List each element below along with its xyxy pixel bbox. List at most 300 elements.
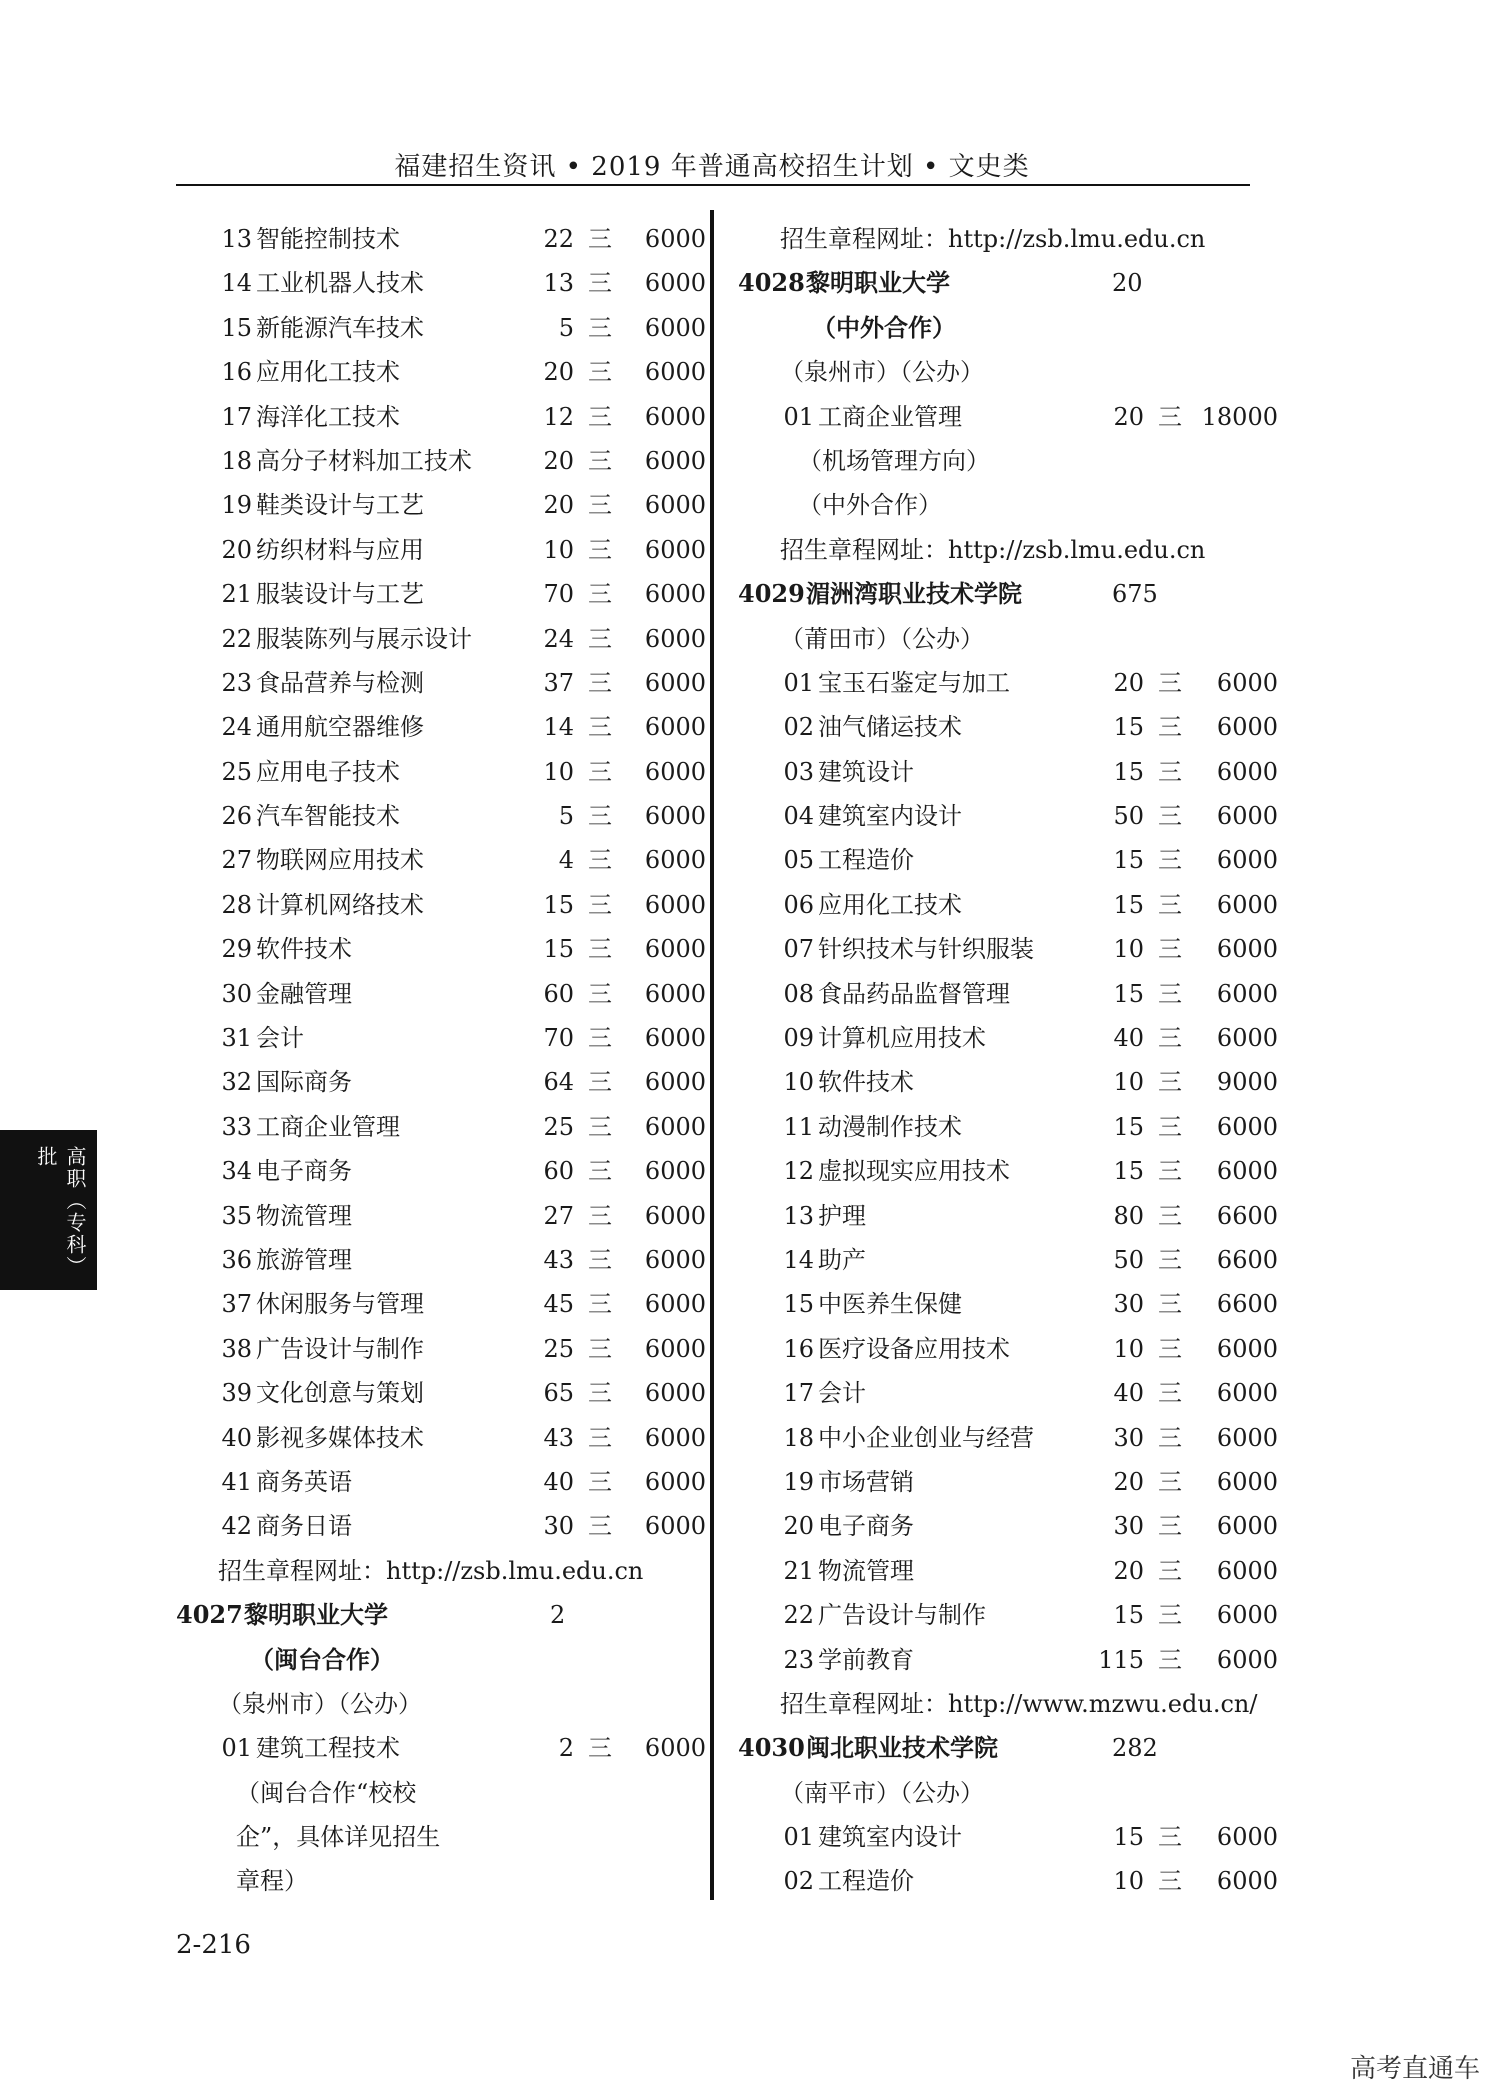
school-subtitle: （中外合作） bbox=[812, 312, 956, 342]
side-section-tab bbox=[0, 1130, 97, 1290]
major-enrollment: 20 bbox=[1113, 1467, 1144, 1496]
major-duration: 三 bbox=[588, 1068, 612, 1097]
major-enrollment: 15 bbox=[1113, 1823, 1144, 1852]
major-duration: 三 bbox=[1158, 1379, 1182, 1408]
major-duration: 三 bbox=[588, 491, 612, 520]
major-number: 01 bbox=[783, 668, 814, 697]
school-total-quota: 675 bbox=[1112, 580, 1158, 609]
major-name: 会计 bbox=[818, 1379, 866, 1408]
major-row bbox=[176, 1282, 716, 1326]
admission-url: 招生章程网址：http://www.mzwu.edu.cn/ bbox=[780, 1689, 1258, 1718]
school-location: （泉州市）（公办） bbox=[218, 1689, 422, 1718]
major-duration: 三 bbox=[588, 269, 612, 298]
major-row bbox=[176, 1238, 716, 1282]
major-number: 32 bbox=[221, 1068, 252, 1097]
major-number: 25 bbox=[221, 757, 252, 786]
school-location: （南平市）（公办） bbox=[780, 1778, 984, 1807]
school-total-quota: 20 bbox=[1112, 269, 1143, 298]
major-duration: 三 bbox=[1158, 1334, 1182, 1363]
major-number: 04 bbox=[783, 802, 814, 831]
major-row bbox=[176, 883, 716, 927]
major-name: 高分子材料加工技术 bbox=[256, 446, 472, 475]
school-row bbox=[738, 261, 1278, 305]
major-number: 23 bbox=[783, 1645, 814, 1674]
major-name: 物联网应用技术 bbox=[256, 846, 424, 875]
major-duration: 三 bbox=[1158, 1556, 1182, 1585]
major-duration: 三 bbox=[588, 1512, 612, 1541]
major-name: 电子商务 bbox=[256, 1157, 352, 1186]
school-subtitle-row bbox=[738, 306, 1278, 350]
major-number: 12 bbox=[783, 1157, 814, 1186]
major-name: 虚拟现实应用技术 bbox=[818, 1157, 1010, 1186]
major-enrollment: 40 bbox=[1113, 1024, 1144, 1053]
major-number: 36 bbox=[221, 1245, 252, 1274]
major-tuition: 6000 bbox=[644, 1467, 706, 1496]
major-tuition: 6000 bbox=[1216, 713, 1278, 742]
major-number: 06 bbox=[783, 890, 814, 919]
major-tuition: 6000 bbox=[1216, 1467, 1278, 1496]
major-name: 中医养生保健 bbox=[818, 1290, 962, 1319]
school-code: 4030 bbox=[738, 1733, 805, 1763]
major-duration: 三 bbox=[1158, 1512, 1182, 1541]
major-tuition: 6000 bbox=[644, 1068, 706, 1097]
major-enrollment: 15 bbox=[1113, 846, 1144, 875]
school-total-quota: 2 bbox=[550, 1601, 566, 1630]
major-name: 油气储运技术 bbox=[818, 713, 962, 742]
major-tuition: 9000 bbox=[1216, 1068, 1278, 1097]
major-duration: 三 bbox=[588, 1379, 612, 1408]
major-name: 建筑室内设计 bbox=[818, 802, 962, 831]
major-duration: 三 bbox=[588, 1201, 612, 1230]
major-tuition: 6000 bbox=[1216, 1423, 1278, 1452]
major-row bbox=[738, 1060, 1278, 1104]
major-number: 20 bbox=[221, 535, 252, 564]
major-number: 29 bbox=[221, 935, 252, 964]
major-tuition: 6000 bbox=[644, 535, 706, 564]
major-enrollment: 20 bbox=[1113, 1556, 1144, 1585]
school-subtitle-row bbox=[176, 1638, 716, 1682]
major-name: 助产 bbox=[818, 1245, 866, 1274]
major-enrollment: 15 bbox=[1113, 890, 1144, 919]
major-note-row bbox=[176, 1815, 716, 1859]
major-row bbox=[176, 1016, 716, 1060]
major-row bbox=[738, 794, 1278, 838]
major-name: 动漫制作技术 bbox=[818, 1112, 962, 1141]
major-number: 09 bbox=[783, 1024, 814, 1053]
major-name: 应用化工技术 bbox=[256, 358, 400, 387]
major-duration: 三 bbox=[1158, 1201, 1182, 1230]
major-row bbox=[738, 972, 1278, 1016]
major-enrollment: 40 bbox=[1113, 1379, 1144, 1408]
school-location-row bbox=[738, 350, 1278, 394]
major-tuition: 6600 bbox=[1216, 1245, 1278, 1274]
major-enrollment: 80 bbox=[1113, 1201, 1144, 1230]
major-number: 08 bbox=[783, 979, 814, 1008]
major-row bbox=[738, 1416, 1278, 1460]
major-name: 计算机网络技术 bbox=[256, 890, 424, 919]
major-enrollment: 10 bbox=[543, 757, 574, 786]
major-tuition: 6000 bbox=[644, 1379, 706, 1408]
major-enrollment: 30 bbox=[1113, 1512, 1144, 1541]
major-duration: 三 bbox=[588, 757, 612, 786]
major-name: 工程造价 bbox=[818, 1867, 914, 1896]
major-row bbox=[738, 1282, 1278, 1326]
major-enrollment: 60 bbox=[543, 979, 574, 1008]
major-number: 16 bbox=[221, 358, 252, 387]
school-name: 湄洲湾职业技术学院 bbox=[806, 579, 1022, 609]
major-enrollment: 2 bbox=[558, 1734, 574, 1763]
major-number: 10 bbox=[783, 1068, 814, 1097]
major-row bbox=[738, 883, 1278, 927]
major-row bbox=[176, 483, 716, 527]
major-number: 41 bbox=[221, 1467, 252, 1496]
major-number: 17 bbox=[221, 402, 252, 431]
major-row bbox=[176, 1149, 716, 1193]
major-number: 31 bbox=[221, 1024, 252, 1053]
major-row bbox=[176, 306, 716, 350]
major-duration: 三 bbox=[588, 890, 612, 919]
page-header-title: 福建招生资讯 • 2019 年普通高校招生计划 • 文史类 bbox=[394, 152, 1030, 182]
major-row bbox=[176, 617, 716, 661]
major-duration: 三 bbox=[588, 402, 612, 431]
major-enrollment: 43 bbox=[543, 1423, 574, 1452]
major-duration: 三 bbox=[1158, 1823, 1182, 1852]
major-name: 建筑室内设计 bbox=[818, 1823, 962, 1852]
major-name: 市场营销 bbox=[818, 1467, 914, 1496]
major-duration: 三 bbox=[1158, 1645, 1182, 1674]
major-tuition: 6000 bbox=[1216, 1024, 1278, 1053]
major-enrollment: 4 bbox=[558, 846, 574, 875]
major-tuition: 6000 bbox=[1216, 935, 1278, 964]
major-name: 会计 bbox=[256, 1024, 304, 1053]
admission-url: 招生章程网址：http://zsb.lmu.edu.cn bbox=[218, 1556, 644, 1585]
major-tuition: 6000 bbox=[1216, 757, 1278, 786]
major-name: 广告设计与制作 bbox=[256, 1334, 424, 1363]
major-row bbox=[176, 217, 716, 261]
major-row bbox=[738, 927, 1278, 971]
major-duration: 三 bbox=[588, 713, 612, 742]
major-enrollment: 10 bbox=[1113, 1334, 1144, 1363]
school-location-row bbox=[738, 617, 1278, 661]
major-duration: 三 bbox=[588, 1112, 612, 1141]
major-enrollment: 10 bbox=[1113, 1068, 1144, 1097]
major-enrollment: 15 bbox=[543, 890, 574, 919]
major-name: 金融管理 bbox=[256, 979, 352, 1008]
major-number: 28 bbox=[221, 890, 252, 919]
major-name: 国际商务 bbox=[256, 1068, 352, 1097]
major-row bbox=[738, 838, 1278, 882]
major-number: 22 bbox=[783, 1601, 814, 1630]
major-duration: 三 bbox=[588, 1334, 612, 1363]
major-number: 02 bbox=[783, 1867, 814, 1896]
major-enrollment: 30 bbox=[543, 1512, 574, 1541]
major-tuition: 6000 bbox=[1216, 1867, 1278, 1896]
major-duration: 三 bbox=[1158, 935, 1182, 964]
major-duration: 三 bbox=[1158, 1423, 1182, 1452]
major-tuition: 6000 bbox=[644, 1112, 706, 1141]
major-duration: 三 bbox=[1158, 1245, 1182, 1274]
school-code: 4029 bbox=[738, 579, 805, 609]
major-enrollment: 20 bbox=[543, 358, 574, 387]
major-duration: 三 bbox=[588, 1290, 612, 1319]
major-name: 文化创意与策划 bbox=[256, 1379, 424, 1408]
major-note-row bbox=[738, 483, 1278, 527]
major-tuition: 6000 bbox=[644, 1201, 706, 1230]
major-name: 物流管理 bbox=[256, 1201, 352, 1230]
major-number: 13 bbox=[221, 225, 252, 253]
major-duration: 三 bbox=[1158, 979, 1182, 1008]
major-enrollment: 15 bbox=[1113, 1157, 1144, 1186]
major-row bbox=[176, 1371, 716, 1415]
major-tuition: 6000 bbox=[1216, 1512, 1278, 1541]
major-tuition: 6000 bbox=[644, 624, 706, 653]
major-name: 应用化工技术 bbox=[818, 890, 962, 919]
side-section-label: 高职（专科）批 bbox=[34, 1146, 87, 1278]
major-duration: 三 bbox=[1158, 846, 1182, 875]
major-number: 19 bbox=[783, 1467, 814, 1496]
major-name: 食品药品监督管理 bbox=[818, 979, 1010, 1008]
major-row bbox=[176, 972, 716, 1016]
major-note-row bbox=[176, 1771, 716, 1815]
major-row bbox=[738, 1859, 1278, 1903]
major-tuition: 6000 bbox=[644, 1290, 706, 1319]
major-duration: 三 bbox=[1158, 890, 1182, 919]
major-enrollment: 30 bbox=[1113, 1423, 1144, 1452]
major-name: 纺织材料与应用 bbox=[256, 535, 424, 564]
major-enrollment: 43 bbox=[543, 1245, 574, 1274]
major-number: 20 bbox=[783, 1512, 814, 1541]
major-duration: 三 bbox=[1158, 1601, 1182, 1630]
major-row bbox=[176, 1416, 716, 1460]
major-tuition: 6000 bbox=[644, 1423, 706, 1452]
major-number: 23 bbox=[221, 668, 252, 697]
major-row bbox=[176, 528, 716, 572]
major-number: 37 bbox=[221, 1290, 252, 1319]
major-number: 27 bbox=[221, 846, 252, 875]
major-row bbox=[738, 1371, 1278, 1415]
major-duration: 三 bbox=[588, 1423, 612, 1452]
right-column bbox=[738, 217, 1278, 1904]
major-enrollment: 15 bbox=[1113, 979, 1144, 1008]
major-number: 38 bbox=[221, 1334, 252, 1363]
major-name: 电子商务 bbox=[818, 1512, 914, 1541]
school-row bbox=[738, 1726, 1278, 1770]
school-total-quota: 282 bbox=[1112, 1734, 1158, 1763]
major-name: 软件技术 bbox=[818, 1068, 914, 1097]
major-row bbox=[738, 750, 1278, 794]
major-row bbox=[176, 1060, 716, 1104]
major-tuition: 6000 bbox=[644, 668, 706, 697]
major-number: 11 bbox=[783, 1112, 814, 1141]
major-name: 食品营养与检测 bbox=[256, 668, 424, 697]
left-column bbox=[176, 217, 716, 1904]
major-duration: 三 bbox=[588, 580, 612, 609]
major-name: 建筑设计 bbox=[818, 757, 914, 786]
major-enrollment: 20 bbox=[543, 491, 574, 520]
major-duration: 三 bbox=[1158, 1068, 1182, 1097]
major-row bbox=[176, 661, 716, 705]
major-number: 19 bbox=[221, 491, 252, 520]
major-tuition: 6000 bbox=[644, 446, 706, 475]
major-duration: 三 bbox=[588, 358, 612, 387]
admission-url-row bbox=[738, 1682, 1278, 1726]
major-enrollment: 64 bbox=[543, 1068, 574, 1097]
major-name: 广告设计与制作 bbox=[818, 1601, 986, 1630]
major-row bbox=[176, 439, 716, 483]
major-name: 医疗设备应用技术 bbox=[818, 1334, 1010, 1363]
major-note: 企”，具体详见招生 bbox=[236, 1823, 441, 1852]
major-row bbox=[176, 927, 716, 971]
major-tuition: 6000 bbox=[644, 802, 706, 831]
major-number: 02 bbox=[783, 713, 814, 742]
major-duration: 三 bbox=[588, 802, 612, 831]
major-enrollment: 25 bbox=[543, 1112, 574, 1141]
major-name: 护理 bbox=[818, 1201, 866, 1230]
major-duration: 三 bbox=[588, 225, 612, 253]
major-tuition: 6000 bbox=[1216, 802, 1278, 831]
major-tuition: 6000 bbox=[644, 1157, 706, 1186]
major-duration: 三 bbox=[588, 446, 612, 475]
major-number: 16 bbox=[783, 1334, 814, 1363]
major-enrollment: 5 bbox=[558, 313, 574, 342]
major-enrollment: 15 bbox=[1113, 713, 1144, 742]
major-row bbox=[176, 395, 716, 439]
major-enrollment: 22 bbox=[543, 225, 574, 253]
major-enrollment: 20 bbox=[543, 446, 574, 475]
major-row bbox=[176, 1726, 716, 1770]
major-enrollment: 37 bbox=[543, 668, 574, 697]
major-duration: 三 bbox=[588, 535, 612, 564]
major-tuition: 6000 bbox=[1216, 846, 1278, 875]
major-tuition: 6000 bbox=[644, 225, 706, 253]
major-number: 05 bbox=[783, 846, 814, 875]
major-enrollment: 50 bbox=[1113, 1245, 1144, 1274]
major-duration: 三 bbox=[1158, 1467, 1182, 1496]
major-duration: 三 bbox=[588, 1024, 612, 1053]
major-enrollment: 115 bbox=[1098, 1645, 1144, 1674]
major-enrollment: 10 bbox=[1113, 1867, 1144, 1896]
major-note-row bbox=[176, 1859, 716, 1903]
major-duration: 三 bbox=[588, 1157, 612, 1186]
major-tuition: 6000 bbox=[644, 402, 706, 431]
major-duration: 三 bbox=[1158, 802, 1182, 831]
major-name: 工业机器人技术 bbox=[256, 269, 424, 298]
major-note: 章程） bbox=[236, 1867, 308, 1896]
major-name: 工商企业管理 bbox=[818, 402, 962, 431]
major-enrollment: 60 bbox=[543, 1157, 574, 1186]
major-enrollment: 20 bbox=[1113, 668, 1144, 697]
major-name: 休闲服务与管理 bbox=[256, 1290, 424, 1319]
major-number: 01 bbox=[221, 1734, 252, 1763]
school-name: 闽北职业技术学院 bbox=[806, 1733, 998, 1763]
major-number: 21 bbox=[783, 1556, 814, 1585]
major-duration: 三 bbox=[1158, 1157, 1182, 1186]
major-enrollment: 15 bbox=[1113, 1601, 1144, 1630]
major-row bbox=[176, 705, 716, 749]
major-tuition: 6000 bbox=[1216, 1112, 1278, 1141]
major-name: 软件技术 bbox=[256, 935, 352, 964]
school-name: 黎明职业大学 bbox=[806, 268, 950, 298]
major-enrollment: 45 bbox=[543, 1290, 574, 1319]
major-enrollment: 20 bbox=[1113, 402, 1144, 431]
major-row bbox=[738, 1194, 1278, 1238]
major-tuition: 6000 bbox=[644, 313, 706, 342]
major-row bbox=[176, 1504, 716, 1548]
major-row bbox=[176, 750, 716, 794]
major-note-row bbox=[738, 439, 1278, 483]
major-duration: 三 bbox=[1158, 757, 1182, 786]
major-name: 计算机应用技术 bbox=[818, 1024, 986, 1053]
major-duration: 三 bbox=[1158, 1024, 1182, 1053]
school-subtitle: （闽台合作） bbox=[250, 1644, 394, 1674]
major-row bbox=[176, 1105, 716, 1149]
school-location-row bbox=[738, 1771, 1278, 1815]
major-name: 工程造价 bbox=[818, 846, 914, 875]
major-tuition: 6000 bbox=[1216, 1334, 1278, 1363]
major-enrollment: 50 bbox=[1113, 802, 1144, 831]
major-name: 宝玉石鉴定与加工 bbox=[818, 668, 1010, 697]
admission-url: 招生章程网址：http://zsb.lmu.edu.cn bbox=[780, 535, 1206, 564]
major-tuition: 6000 bbox=[644, 757, 706, 786]
major-tuition: 6000 bbox=[644, 890, 706, 919]
major-name: 物流管理 bbox=[818, 1556, 914, 1585]
major-tuition: 6000 bbox=[1216, 668, 1278, 697]
major-duration: 三 bbox=[1158, 668, 1182, 697]
major-number: 01 bbox=[783, 402, 814, 431]
major-number: 14 bbox=[221, 269, 252, 298]
major-tuition: 6000 bbox=[1216, 1601, 1278, 1630]
major-name: 商务日语 bbox=[256, 1512, 352, 1541]
major-enrollment: 10 bbox=[543, 535, 574, 564]
major-row bbox=[176, 1327, 716, 1371]
major-number: 22 bbox=[221, 624, 252, 653]
school-location: （莆田市）（公办） bbox=[780, 624, 984, 653]
major-number: 03 bbox=[783, 757, 814, 786]
admission-url: 招生章程网址：http://zsb.lmu.edu.cn bbox=[780, 225, 1206, 253]
major-row bbox=[176, 350, 716, 394]
major-duration: 三 bbox=[588, 313, 612, 342]
major-name: 影视多媒体技术 bbox=[256, 1423, 424, 1452]
major-tuition: 18000 bbox=[1201, 402, 1278, 431]
major-tuition: 6000 bbox=[644, 846, 706, 875]
watermark: 高考直通车 bbox=[1350, 2054, 1481, 2084]
major-tuition: 6000 bbox=[644, 1024, 706, 1053]
major-duration: 三 bbox=[1158, 1290, 1182, 1319]
major-enrollment: 5 bbox=[558, 802, 574, 831]
major-enrollment: 24 bbox=[543, 624, 574, 653]
major-tuition: 6000 bbox=[1216, 1379, 1278, 1408]
major-tuition: 6000 bbox=[644, 269, 706, 298]
major-enrollment: 40 bbox=[543, 1467, 574, 1496]
major-tuition: 6000 bbox=[644, 580, 706, 609]
major-name: 新能源汽车技术 bbox=[256, 313, 424, 342]
major-row bbox=[738, 661, 1278, 705]
major-tuition: 6600 bbox=[1216, 1290, 1278, 1319]
major-name: 工商企业管理 bbox=[256, 1112, 400, 1141]
major-number: 15 bbox=[221, 313, 252, 342]
major-row bbox=[176, 261, 716, 305]
major-enrollment: 25 bbox=[543, 1334, 574, 1363]
major-tuition: 6000 bbox=[644, 979, 706, 1008]
major-row bbox=[738, 1149, 1278, 1193]
major-name: 学前教育 bbox=[818, 1645, 914, 1674]
major-row bbox=[738, 1327, 1278, 1371]
major-enrollment: 14 bbox=[543, 713, 574, 742]
major-enrollment: 15 bbox=[1113, 757, 1144, 786]
major-name: 通用航空器维修 bbox=[256, 713, 424, 742]
major-number: 30 bbox=[221, 979, 252, 1008]
major-name: 汽车智能技术 bbox=[256, 802, 400, 831]
